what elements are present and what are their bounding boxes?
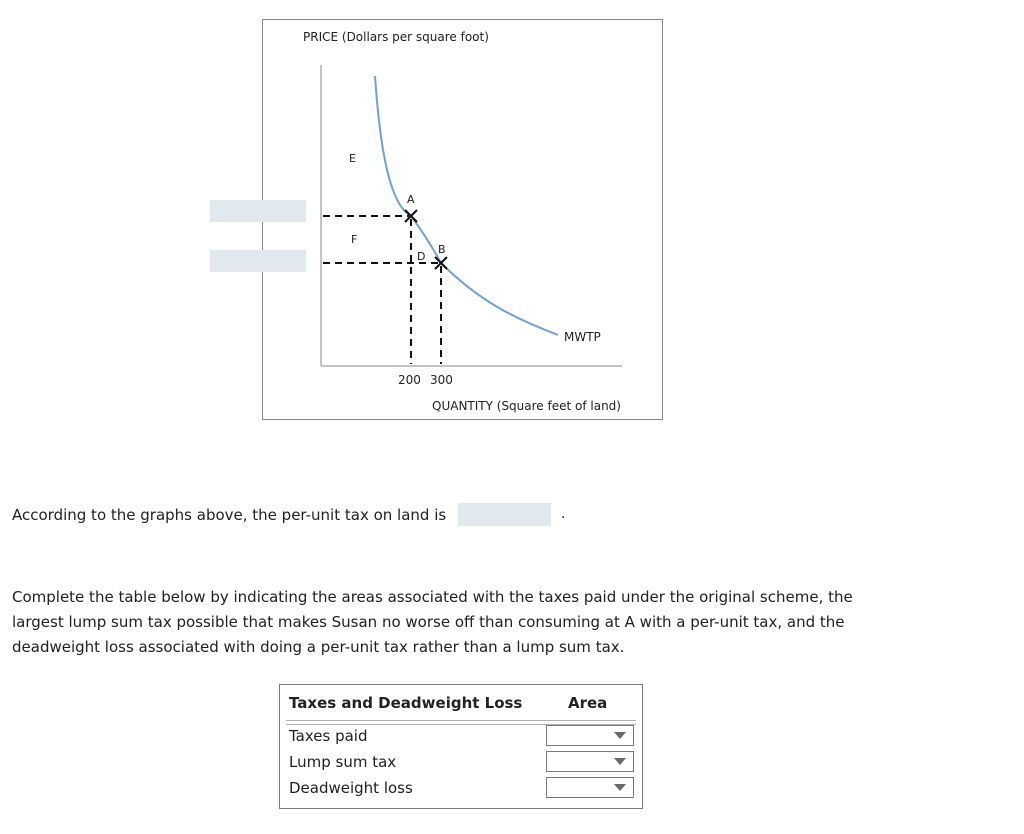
chevron-down-icon xyxy=(614,732,626,739)
area-label-e: E xyxy=(349,152,356,165)
area-label-d: D xyxy=(417,250,426,263)
price-a-answer-blank[interactable] xyxy=(210,200,306,222)
graph-svg xyxy=(263,20,664,421)
row-label-taxes-paid: Taxes paid xyxy=(289,727,368,745)
chevron-down-icon xyxy=(614,758,626,765)
chevron-down-icon xyxy=(614,784,626,791)
table-header-item: Taxes and Deadweight Loss xyxy=(289,694,523,712)
x-axis-title: QUANTITY (Square feet of land) xyxy=(432,399,621,413)
area-label-f: F xyxy=(351,233,358,246)
table-header-area: Area xyxy=(568,694,608,712)
x-tick-200: 200 xyxy=(398,373,421,387)
taxes-paid-area-dropdown[interactable] xyxy=(546,725,634,746)
point-b-label: B xyxy=(438,243,446,256)
table-instructions: Complete the table below by indicating the areas associated with the taxes paid under the original scheme, the largest lump sum tax possible that makes Susan no worse off than consuming at A with a per-unit tax, and the deadweight loss associated with doing a per-unit tax rather than a lump sum tax. xyxy=(12,588,853,656)
point-a-label: A xyxy=(407,193,415,206)
curve-label-mwtp: MWTP xyxy=(564,330,601,344)
per-unit-tax-answer-blank[interactable] xyxy=(458,503,551,526)
deadweight-loss-area-dropdown[interactable] xyxy=(546,777,634,798)
lump-sum-tax-area-dropdown[interactable] xyxy=(546,751,634,772)
row-label-lump-sum-tax: Lump sum tax xyxy=(289,753,397,771)
price-b-answer-blank[interactable] xyxy=(210,250,306,272)
tax-question-text: According to the graphs above, the per-unit tax on land is xyxy=(12,506,447,524)
graph-panel xyxy=(262,19,663,420)
x-tick-300: 300 xyxy=(430,373,453,387)
question-period: . xyxy=(561,506,566,522)
y-axis-title: PRICE (Dollars per square foot) xyxy=(303,30,489,44)
taxes-deadweight-table xyxy=(279,684,643,809)
mwtp-curve xyxy=(375,76,558,335)
row-label-deadweight-loss: Deadweight loss xyxy=(289,779,413,797)
